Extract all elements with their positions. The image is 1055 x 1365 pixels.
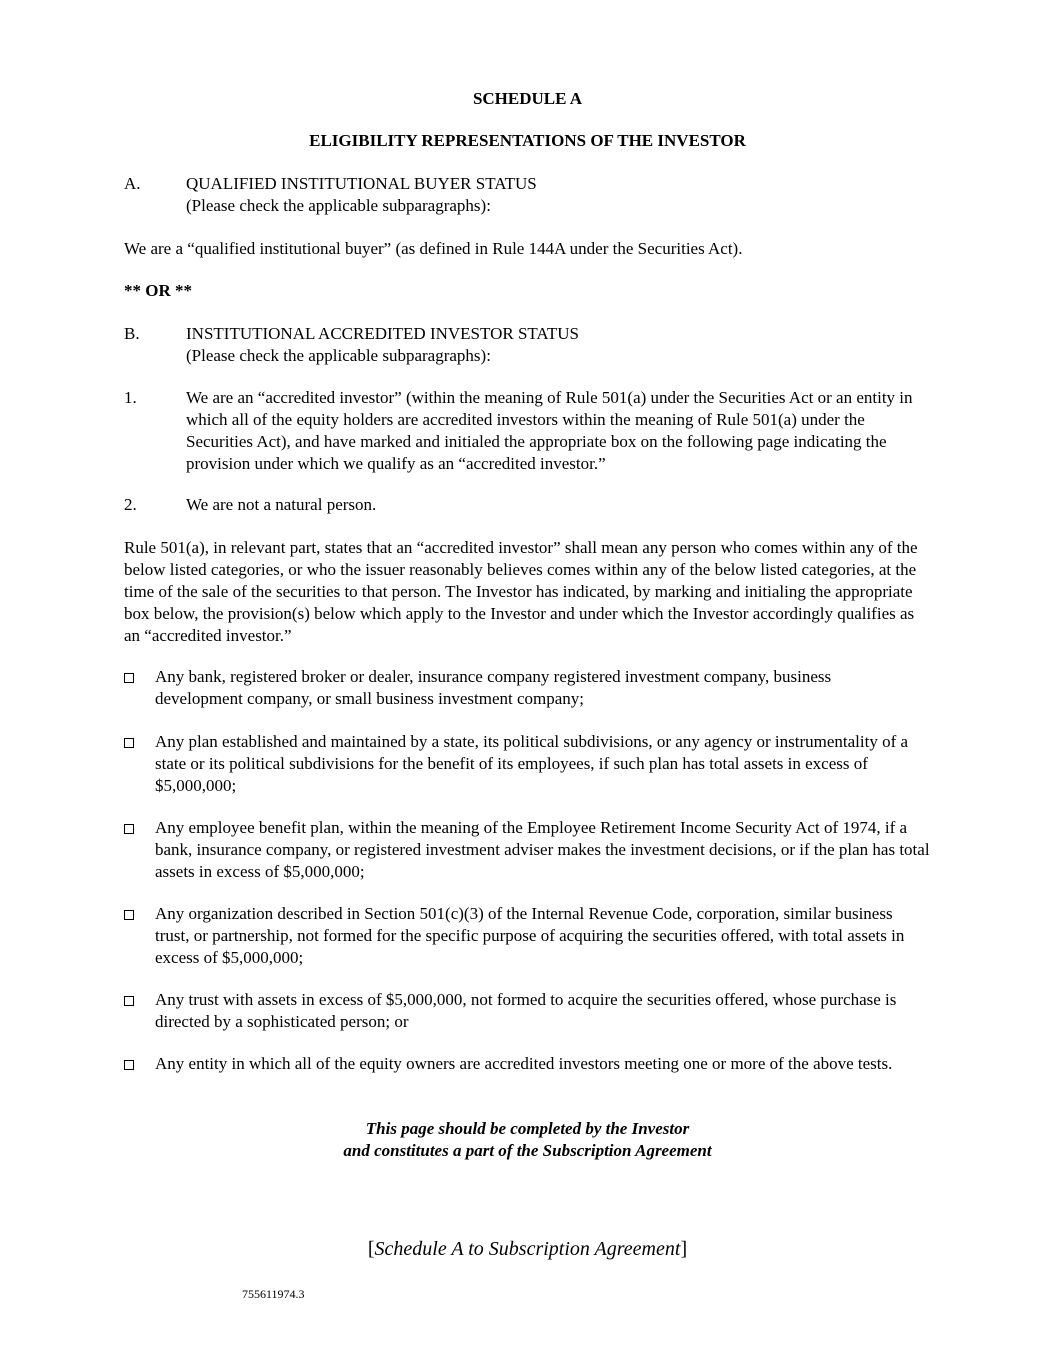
- checkbox-bank-text: Any bank, registered broker or dealer, insurance company registered investment company, business development company, or small business investment company;: [155, 667, 832, 708]
- checkbox-state-plan[interactable]: [124, 735, 136, 747]
- checkbox-erisa-plan-text: Any employee benefit plan, within the meaning of the Employee Retirement Income Security Act of 1974, if a bank, insurance company, or registered investment adviser makes the investment decisions, or if the plan has total assets in excess of $5,000,000;: [155, 818, 930, 881]
- schedule-footer: [0, 1237, 1055, 1261]
- checkbox-erisa-plan[interactable]: [124, 821, 136, 833]
- item-1-number: 1.: [124, 388, 137, 407]
- item-1-text: We are an “accredited investor” (within the meaning of Rule 501(a) under the Securities Act or an entity in which all of the equity holders are accredited investors within the meaning of Rule 501(a) under the Securities Act), and have marked and initialed the appropriate box on the following page indicating the provision under which we qualify as an “accredited investor.”: [186, 388, 913, 473]
- checkbox-equity-owners[interactable]: [124, 1057, 136, 1069]
- section-b-title: INSTITUTIONAL ACCREDITED INVESTOR STATUS: [186, 324, 579, 343]
- schedule-footer-open-bracket: [: [367, 1238, 375, 1260]
- checkbox-organization-text: Any organization described in Section 501(c)(3) of the Internal Revenue Code, corporation, similar business trust, or partnership, not formed for the specific purpose of acquiring the securities offered, with total assets in excess of $5,000,000;: [155, 904, 905, 967]
- checkbox-state-plan-text: Any plan established and maintained by a state, its political subdivisions, or any agency or instrumentality of a state or its political subdivisions for the benefit of its employees, if such plan has total assets in excess of $5,000,000;: [155, 732, 909, 795]
- schedule-footer-text: Schedule A to Subscription Agreement: [374, 1238, 681, 1260]
- checkbox-trust[interactable]: [124, 993, 136, 1005]
- schedule-title: SCHEDULE A: [472, 89, 583, 108]
- checkbox-bank[interactable]: [124, 670, 136, 682]
- section-b-instruction: (Please check the applicable subparagraphs):: [186, 346, 491, 365]
- item-2-text: We are not a natural person.: [186, 495, 377, 514]
- item-2-number: 2.: [124, 495, 137, 514]
- section-a-instruction: (Please check the applicable subparagraphs):: [186, 196, 491, 215]
- qib-statement: We are a “qualified institutional buyer” (as defined in Rule 144A under the Securities Act).: [124, 239, 743, 258]
- section-a-label: A.: [124, 174, 141, 193]
- checkbox-equity-owners-text: Any entity in which all of the equity owners are accredited investors meeting one or more of the above tests.: [155, 1054, 893, 1073]
- rule-501a-paragraph: Rule 501(a), in relevant part, states that an “accredited investor” shall mean any person who comes within any of the below listed categories, or who the issuer reasonably believes comes within any of the below listed categories, at the time of the sale of the securities to that person. The Investor has indicated, by marking and initialing the appropriate box below, the provision(s) below which apply to the Investor and under which the Investor accordingly qualifies as an “accredited investor.”: [124, 538, 918, 645]
- document-number: 755611974.3: [242, 1287, 305, 1301]
- checkbox-organization[interactable]: [124, 907, 136, 919]
- schedule-footer-close-bracket: ]: [680, 1238, 688, 1260]
- main-title: ELIGIBILITY REPRESENTATIONS OF THE INVESTOR: [309, 131, 746, 150]
- checkbox-trust-text: Any trust with assets in excess of $5,000,000, not formed to acquire the securities offered, whose purchase is directed by a sophisticated person; or: [155, 990, 897, 1031]
- footer-note-line-1: This page should be completed by the Investor: [365, 1119, 690, 1138]
- or-separator: ** OR **: [124, 281, 192, 300]
- section-a-title: QUALIFIED INSTITUTIONAL BUYER STATUS: [186, 174, 537, 193]
- footer-note-line-2: and constitutes a part of the Subscription Agreement: [343, 1141, 712, 1160]
- section-b-label: B.: [124, 324, 140, 343]
